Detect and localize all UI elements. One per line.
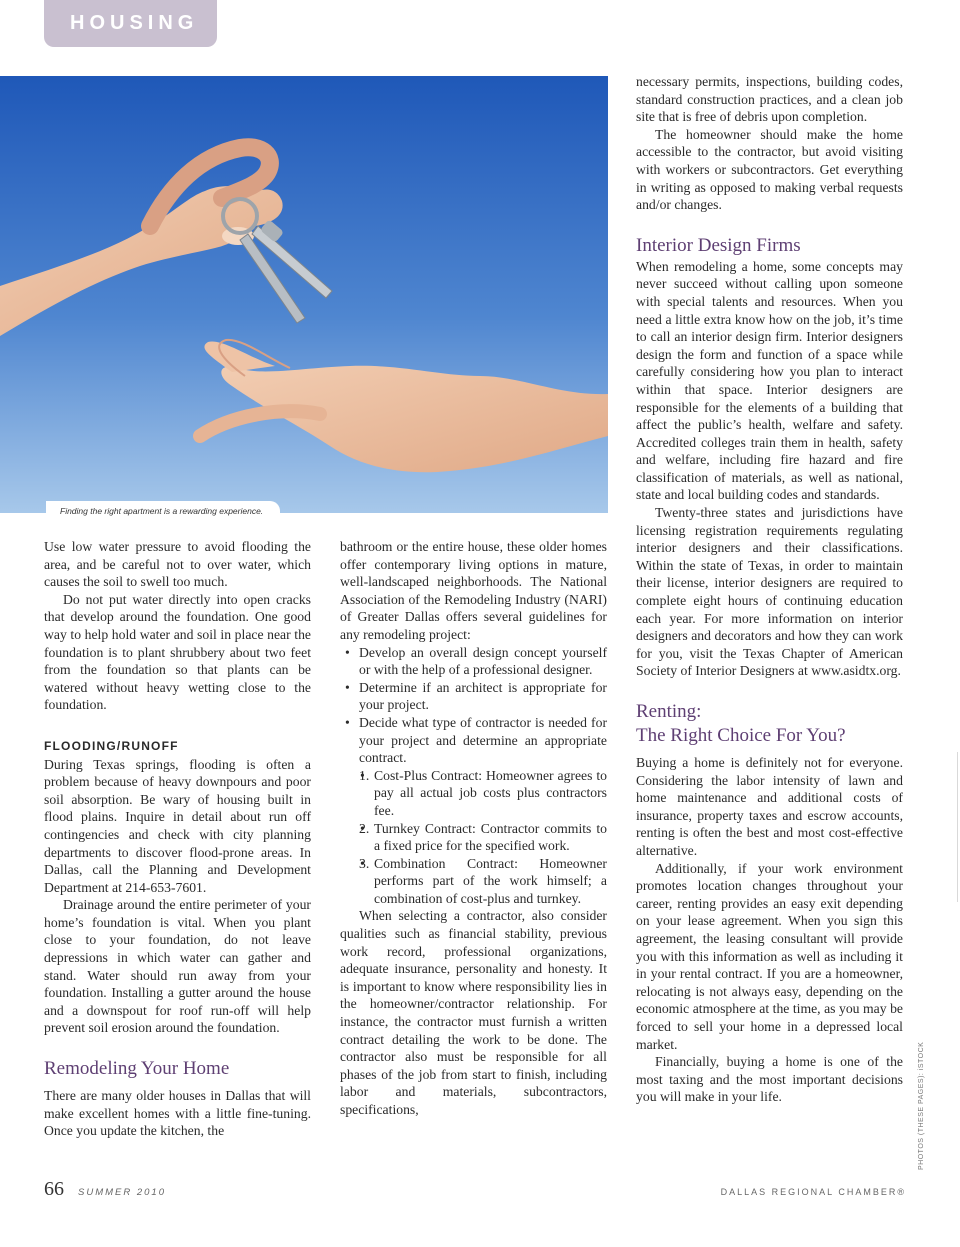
- paragraph: There are many older houses in Dallas that will make excellent homes with a little fine-tuning. Once you update the kitchen, the: [44, 1088, 311, 1139]
- keys-photo-illustration: [0, 76, 608, 513]
- list-item: • Determine if an architect is appropriate for your project.: [359, 679, 607, 714]
- list-item: • Develop an overall design concept yourself or with the help of a professional designer.: [359, 644, 607, 679]
- paragraph: bathroom or the entire house, these older homes offer contemporary living options in mature, well-landscaped neighborhoods. The National Association of the Remodeling Industry (NARI) of Greater Dallas offers several guidelines for any remodeling project:: [340, 539, 607, 642]
- column-1: [44, 538, 311, 1140]
- keys-handover-photo: [0, 76, 608, 513]
- subheading-flooding: FLOODING/RUNOFF: [44, 738, 179, 753]
- list-item: [359, 767, 607, 820]
- issue-label: SUMMER 2010: [78, 1187, 166, 1198]
- paragraph: Financially, buying a home is one of the most taxing and the most important decisions you will make in your life.: [636, 1054, 903, 1105]
- list-item: [359, 855, 607, 908]
- heading-interior-design: Interior Design Firms: [636, 234, 801, 256]
- heading-renting: Renting:: [636, 701, 702, 722]
- paragraph: During Texas springs, flooding is often a problem because of heavy downpours and poor soil absorption. Be wary of housing built in flood plains. Inquire in detail about run off contingencies and check with city planning departments to discover flood-prone areas. In Dallas, call the Planning and Development Department at 214-653-7601.: [44, 756, 311, 895]
- paragraph: Buying a home is definitely not for everyone. Considering the labor intensity of lawn and home maintenance and additional costs of insurance, property taxes and escrow accounts, renting is often the best and most cost-effective alternative.: [636, 755, 903, 858]
- list-number: • 1.: [359, 767, 370, 783]
- photo-credit: PHOTOS (THESE PAGES): iSTOCK: [918, 1041, 925, 1170]
- paragraph: When selecting a contractor, also consider qualities such as financial stability, previous work record, professional organizations, adequate insurance, personality and honesty. It is important to know where responsibility lies in the homeowner/contractor relationship. For instance, the contractor must furnish a written contract detailing the work to be done. The contractor also must be responsible for all phases of the job from start to finish, including labor and materials, subcontractors, specifications,: [340, 908, 607, 1117]
- contract-types-list: [359, 767, 607, 908]
- page-number: 66: [44, 1178, 64, 1200]
- paragraph: Drainage around the entire perimeter of your home’s foundation is vital. When you plant close to your foundation, do not leave depressions in which water can gather and stand. Water should run away from your foundation. Installing a gutter around the house and a downspout for roof run-off will help prevent soil erosion around the foundation.: [44, 897, 311, 1036]
- list-number: • 3.: [359, 855, 370, 871]
- guidelines-list: [340, 644, 607, 908]
- column-2: [340, 538, 607, 1119]
- list-item-text: Decide what type of contractor is needed for your project and determine an appropriate contract.: [359, 714, 607, 766]
- list-number: • 2.: [359, 820, 370, 836]
- paragraph: Do not put water directly into open cracks that develop around the foundation. One good way to help hold water and soil in place near the foundation is to plant shrubbery about two feet from the foundation so that plants can be watered without heavy wetting close to the foundation.: [44, 591, 311, 713]
- list-item: [359, 820, 607, 855]
- paragraph: Twenty-three states and jurisdictions have licensing registration requirements regulating interior designers and their classifications. Within the state of Texas, in order to maintain their license, interior designers are required to complete eight hours of continuing education each year. For more information on interior designers and decorators and how they can work for you, visit the Texas Chapter of American Society of Interior Designers at www.asidtx.org.: [636, 505, 903, 679]
- heading-remodeling: Remodeling Your Home: [44, 1058, 230, 1080]
- photo-caption: Finding the right apartment is a rewarding experience.: [46, 501, 280, 521]
- paragraph: necessary permits, inspections, building codes, standard construction practices, and a clean job site that is free of debris upon completion.: [636, 74, 903, 125]
- list-item-text: Turnkey Contract: Contractor commits to a fixed price for the specified work.: [374, 820, 607, 854]
- publication-name: DALLAS REGIONAL CHAMBER®: [720, 1187, 906, 1197]
- paragraph: When remodeling a home, some concepts may never succeed without calling upon someone with special talents and resources. When you need a little extra know how on the job, it’s time to call an interior design firm. Interior designers design the form and function of a space while carefully considering how you plan to interact within that space. Interior designers are responsible for the elements of a building that affect the public’s health, welfare and safety. Accredited colleges train them in health, safety and welfare, including fire hazard and fire classification of materials, as well as national, state and local building codes and standards.: [636, 258, 903, 503]
- paragraph: Additionally, if your work environment promotes location changes throughout your career, renting provides an easy exit depending on your lease agreement. When you sign this agreement, the leasing consultant will provide you with this information as well as including it in your rental contract. If you are a homeowner, relocating is not always easy, depending on the economic atmosphere at the time, as you may be forced to sell your home in a depressed local market.: [636, 860, 903, 1052]
- list-item-text: Combination Contract: Homeowner performs part of the work himself; a combination of cost-plus and turnkey.: [374, 855, 607, 906]
- section-tab: HOUSING: [44, 0, 217, 47]
- heading-renting-subtitle: The Right Choice For You?: [636, 725, 846, 746]
- paragraph: Use low water pressure to avoid flooding the area, and be careful not to over water, which causes the soil to swell too much.: [44, 539, 311, 590]
- paragraph: The homeowner should make the home accessible to the contractor, but avoid visiting with workers or subcontractors. Get everything in writing as opposed to making verbal requests and/or changes.: [636, 126, 903, 213]
- list-item: [359, 714, 607, 908]
- column-3: [636, 73, 903, 1106]
- margin-rule: [957, 752, 958, 902]
- list-item-text: Cost-Plus Contract: Homeowner agrees to pay all actual job costs plus contractors fee.: [374, 767, 607, 818]
